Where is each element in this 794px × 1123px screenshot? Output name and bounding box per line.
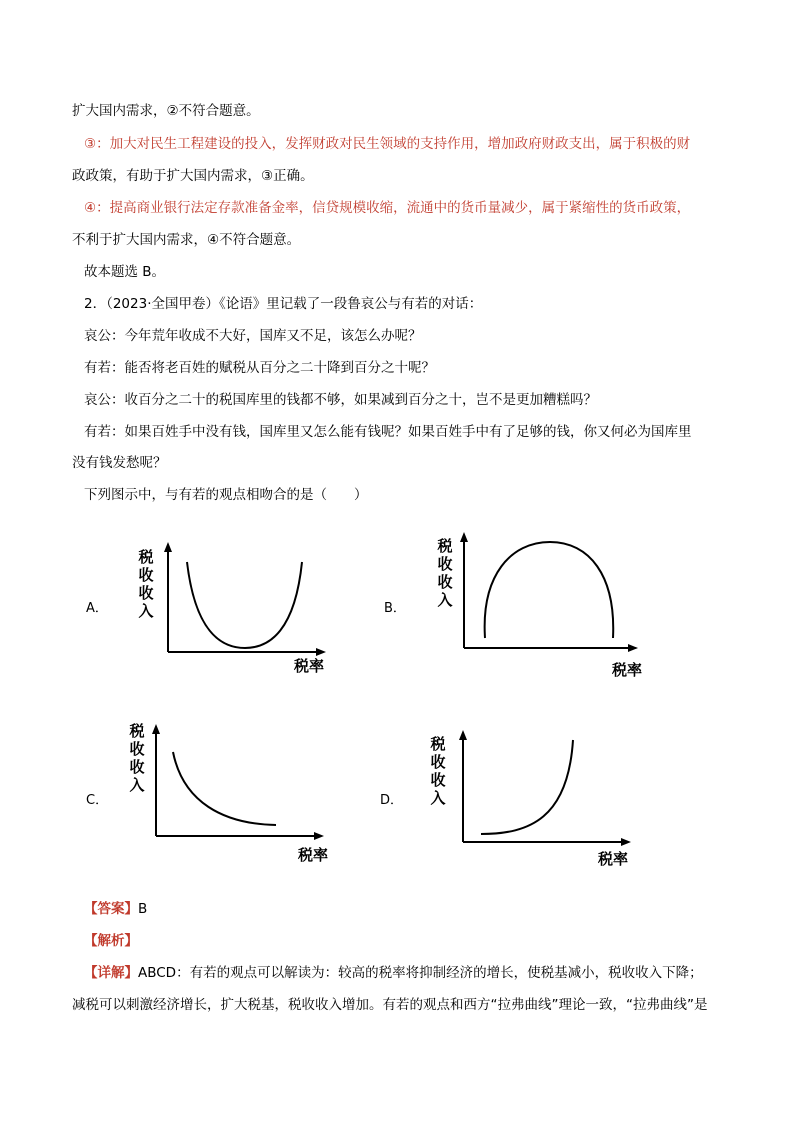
option-d-label: D．	[380, 793, 404, 808]
line-12-text: 没有钱发愁呢？	[72, 455, 167, 471]
dialogue-line-3	[84, 390, 744, 410]
y-char: 收	[430, 771, 446, 789]
y-arrow	[164, 542, 172, 552]
answer-value: B	[138, 901, 148, 917]
u-curve	[187, 562, 302, 648]
line-7-text: 2．（2023·全国甲卷）《论语》里记载了一段鲁哀公与有若的对话：	[84, 296, 483, 312]
dialogue-line-2	[84, 358, 744, 378]
y-char: 入	[430, 789, 446, 807]
option-a-chart	[160, 540, 330, 660]
option-d-x-label: 税率	[598, 850, 629, 868]
dialogue-line-4	[84, 422, 744, 442]
y-arrow	[460, 532, 468, 542]
option-a-y-label	[138, 548, 154, 620]
line-5-text: 不利于扩大国内需求，④不符合题意。	[72, 232, 301, 248]
y-char: 收	[430, 753, 446, 771]
option-c-y-label	[129, 722, 145, 794]
x-arrow	[314, 832, 324, 840]
detail-line-2	[72, 995, 732, 1015]
option-a-label: A．	[86, 601, 108, 616]
text-line-5	[72, 230, 732, 250]
option-b-chart	[456, 530, 642, 656]
dialogue-line-1	[84, 326, 744, 346]
line-4-text: ④：提高商业银行法定存款准备金率，信贷规模收缩，流通中的货币量减少，属于紧缩性的货币政策，	[84, 200, 691, 216]
text-line-3	[72, 166, 732, 186]
text-line-6	[84, 262, 744, 282]
y-char: 入	[138, 602, 154, 620]
y-char: 入	[129, 776, 145, 794]
question-prompt	[84, 485, 744, 505]
x-arrow	[628, 644, 638, 652]
option-c-chart	[148, 722, 328, 842]
line-9-text: 有若：能否将老百姓的赋税从百分之二十降到百分之十呢？	[84, 360, 435, 376]
option-c-label: C．	[86, 793, 109, 808]
option-a-x-label: 税率	[294, 657, 325, 675]
option-b-x-label: 税率	[612, 661, 643, 679]
text-line-2	[84, 134, 744, 154]
detail-text-1: ABCD：有若的观点可以解读为：较高的税率将抑制经济的增长，使税基减小，税收收入下降；	[138, 965, 703, 981]
line-6-text: 故本题选 B。	[84, 264, 166, 280]
option-d-chart	[455, 728, 635, 848]
detail-tag: 【详解】	[84, 965, 138, 981]
option-b-y-label	[437, 537, 453, 609]
line-1-text: 扩大国内需求，②不符合题意。	[72, 103, 260, 119]
y-char: 税	[437, 537, 453, 555]
y-char: 收	[138, 584, 154, 602]
line-10-text: 哀公：收百分之二十的税国库里的钱都不够，如果减到百分之十，岂不是更加糟糕吗？	[84, 392, 597, 408]
inverted-u-curve	[485, 542, 614, 638]
y-char: 税	[129, 722, 145, 740]
y-arrow	[459, 730, 467, 740]
y-char: 收	[437, 555, 453, 573]
detail-line-1	[84, 963, 744, 983]
dialogue-line-5	[72, 453, 732, 473]
detail-text-2: 减税可以刺激经济增长，扩大税基，税收收入增加。有若的观点和西方“拉弗曲线”理论一致，“拉弗曲线”是	[72, 997, 708, 1013]
line-11-text: 有若：如果百姓手中没有钱，国库里又怎么能有钱呢？如果百姓手中有了足够的钱，你又何必为国库里	[84, 424, 692, 440]
y-char: 收	[129, 758, 145, 776]
text-line-1	[72, 101, 732, 121]
y-char: 收	[138, 566, 154, 584]
y-char: 税	[430, 735, 446, 753]
option-d-y-label	[430, 735, 446, 807]
text-line-4	[84, 198, 744, 218]
line-3-text: 政政策，有助于扩大国内需求，③正确。	[72, 168, 314, 184]
line-2-text: ③：加大对民生工程建设的投入，发挥财政对民生领域的支持作用，增加政府财政支出，属于积极的财	[84, 136, 691, 152]
y-char: 收	[129, 740, 145, 758]
y-char: 收	[437, 573, 453, 591]
answer-line	[84, 899, 744, 919]
y-char: 税	[138, 548, 154, 566]
option-b-label: B．	[384, 601, 406, 616]
x-arrow	[621, 838, 631, 846]
analysis-line	[84, 931, 744, 951]
decreasing-curve	[173, 752, 276, 825]
y-arrow	[152, 724, 160, 734]
line-8-text: 哀公：今年荒年收成不大好，国库又不足，该怎么办呢？	[84, 328, 422, 344]
increasing-curve	[481, 740, 573, 834]
analysis-tag: 【解析】	[84, 933, 138, 949]
question-header	[84, 294, 744, 314]
answer-tag: 【答案】	[84, 901, 138, 917]
option-c-x-label: 税率	[298, 846, 329, 864]
line-13-text: 下列图示中，与有若的观点相吻合的是（ ）	[84, 487, 368, 503]
y-char: 入	[437, 591, 453, 609]
